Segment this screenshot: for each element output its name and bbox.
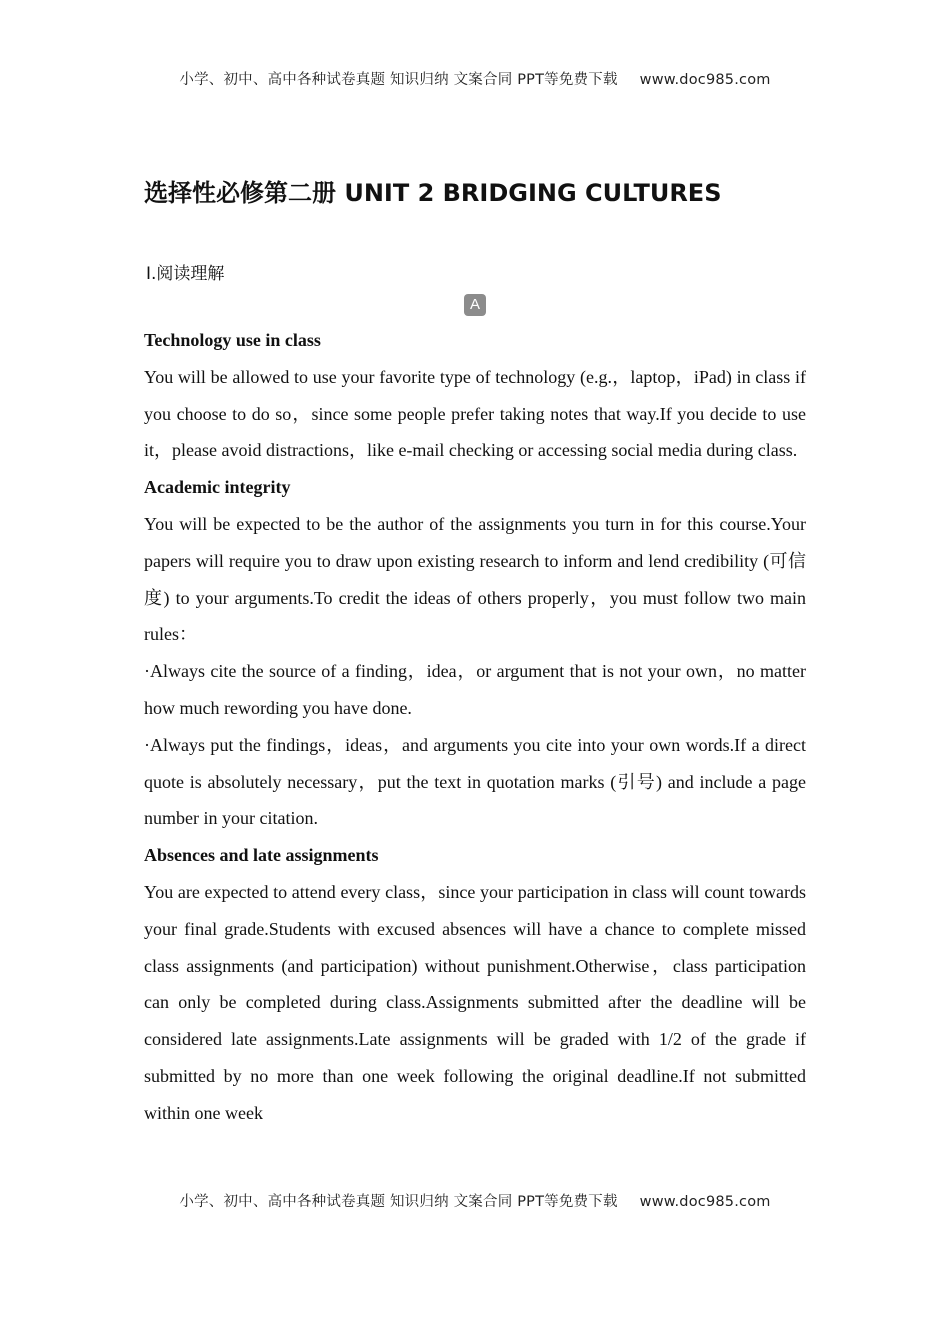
subheading-absences: Absences and late assignments (144, 845, 379, 866)
header-text: 小学、初中、高中各种试卷真题 知识归纳 文案合同 PPT等免费下载 (179, 72, 618, 88)
document-title: 选择性必修第二册 UNIT 2 BRIDGING CULTURES (144, 179, 722, 207)
page-header (0, 68, 950, 89)
paragraph-technology: You will be allowed to use your favorite type of technology (e.g.，laptop，iPad) in class if you choose to do so，since some people prefer taking notes that way.If you decide to use it，please avoid distractions，like e-mail checking or accessing social media during class. (144, 366, 806, 461)
passage-body (144, 322, 806, 1132)
page-footer (0, 1190, 950, 1211)
header-site-link[interactable]: www.doc985.com (639, 72, 771, 88)
subheading-technology: Technology use in class (144, 330, 321, 350)
footer-site-link[interactable]: www.doc985.com (639, 1194, 771, 1210)
paragraph-absences: You are expected to attend every class，since your participation in class will count towards your final grade.Students with excused absences will have a chance to complete missed class assignments (and participation) without punishment.Otherwise，class participation can only be completed during class.Assignments submitted after the deadline will be considered late assignments.Late assignments will be graded with 1/2 of the grade if submitted by no more than one week following the original deadline.If not submitted within one week (144, 881, 806, 1123)
passage-label-badge: A (464, 294, 486, 316)
subheading-academic-integrity: Academic integrity (144, 477, 291, 498)
bullet-cite-source: ·Always cite the source of a finding，idea，or argument that is not your own，no matter how much rewording you have done. (144, 661, 806, 718)
section-heading: Ⅰ.阅读理解 (146, 264, 225, 284)
paragraph-academic-integrity: You will be expected to be the author of the assignments you turn in for this course.Your papers will require you to draw upon existing research to inform and lend credibility (可信度) to your arguments.To credit the ideas of others properly，you must follow two main rules： (144, 513, 806, 645)
footer-text: 小学、初中、高中各种试卷真题 知识归纳 文案合同 PPT等免费下载 (179, 1194, 618, 1210)
bullet-own-words: ·Always put the findings，ideas，and arguments you cite into your own words.If a direct quote is absolutely necessary，put the text in quotation marks (引号) and include a page number in your citation. (144, 734, 806, 829)
